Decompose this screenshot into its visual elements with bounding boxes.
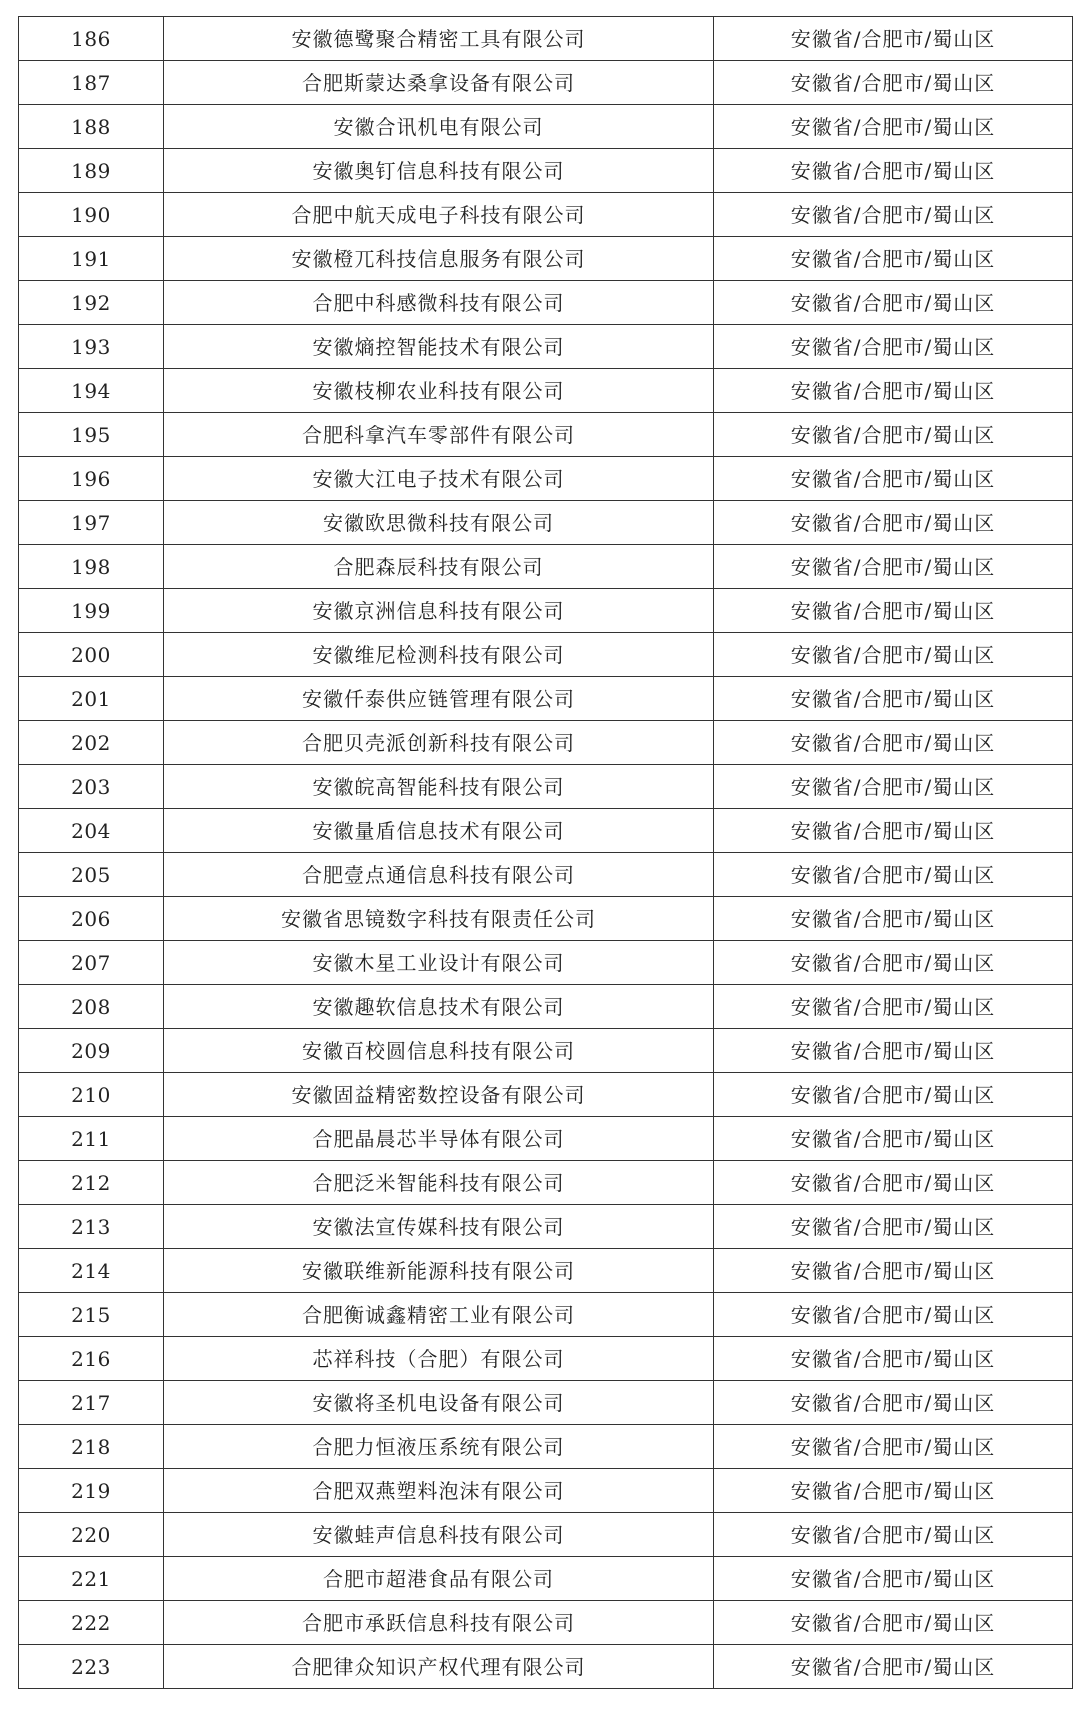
company-name-cell: 合肥泛米智能科技有限公司: [164, 1161, 714, 1205]
company-name-cell: 安徽合讯机电有限公司: [164, 105, 714, 149]
location-cell: 安徽省/合肥市/蜀山区: [714, 1381, 1073, 1425]
company-name-cell: 合肥力恒液压系统有限公司: [164, 1425, 714, 1469]
table-row: [19, 17, 1073, 61]
row-index-cell: 200: [19, 633, 164, 677]
table-row: [19, 985, 1073, 1029]
row-index-cell: 211: [19, 1117, 164, 1161]
row-index-cell: 222: [19, 1601, 164, 1645]
company-name-cell: 安徽欧思微科技有限公司: [164, 501, 714, 545]
table-row: [19, 897, 1073, 941]
location-cell: 安徽省/合肥市/蜀山区: [714, 1645, 1073, 1689]
table-row: [19, 1381, 1073, 1425]
company-name-cell: 合肥斯蒙达桑拿设备有限公司: [164, 61, 714, 105]
row-index-cell: 204: [19, 809, 164, 853]
table-row: [19, 1029, 1073, 1073]
company-name-cell: 安徽德鹭聚合精密工具有限公司: [164, 17, 714, 61]
table-row: [19, 61, 1073, 105]
location-cell: 安徽省/合肥市/蜀山区: [714, 1557, 1073, 1601]
table-row: [19, 1073, 1073, 1117]
company-name-cell: 安徽百校圆信息科技有限公司: [164, 1029, 714, 1073]
location-cell: 安徽省/合肥市/蜀山区: [714, 1337, 1073, 1381]
location-cell: 安徽省/合肥市/蜀山区: [714, 1513, 1073, 1557]
location-cell: 安徽省/合肥市/蜀山区: [714, 237, 1073, 281]
row-index-cell: 196: [19, 457, 164, 501]
row-index-cell: 188: [19, 105, 164, 149]
company-name-cell: 合肥双燕塑料泡沫有限公司: [164, 1469, 714, 1513]
location-cell: 安徽省/合肥市/蜀山区: [714, 193, 1073, 237]
row-index-cell: 189: [19, 149, 164, 193]
row-index-cell: 212: [19, 1161, 164, 1205]
table-row: [19, 369, 1073, 413]
location-cell: 安徽省/合肥市/蜀山区: [714, 17, 1073, 61]
row-index-cell: 199: [19, 589, 164, 633]
row-index-cell: 208: [19, 985, 164, 1029]
location-cell: 安徽省/合肥市/蜀山区: [714, 545, 1073, 589]
location-cell: 安徽省/合肥市/蜀山区: [714, 677, 1073, 721]
location-cell: 安徽省/合肥市/蜀山区: [714, 1469, 1073, 1513]
table-row: [19, 1293, 1073, 1337]
company-name-cell: 合肥森辰科技有限公司: [164, 545, 714, 589]
location-cell: 安徽省/合肥市/蜀山区: [714, 1249, 1073, 1293]
location-cell: 安徽省/合肥市/蜀山区: [714, 1117, 1073, 1161]
location-cell: 安徽省/合肥市/蜀山区: [714, 1425, 1073, 1469]
company-name-cell: 安徽木星工业设计有限公司: [164, 941, 714, 985]
table-row: [19, 193, 1073, 237]
table-body: [19, 17, 1073, 1689]
row-index-cell: 186: [19, 17, 164, 61]
company-name-cell: 安徽量盾信息技术有限公司: [164, 809, 714, 853]
location-cell: 安徽省/合肥市/蜀山区: [714, 985, 1073, 1029]
table-row: [19, 1645, 1073, 1689]
location-cell: 安徽省/合肥市/蜀山区: [714, 721, 1073, 765]
location-cell: 安徽省/合肥市/蜀山区: [714, 589, 1073, 633]
row-index-cell: 223: [19, 1645, 164, 1689]
location-cell: 安徽省/合肥市/蜀山区: [714, 1029, 1073, 1073]
location-cell: 安徽省/合肥市/蜀山区: [714, 457, 1073, 501]
company-name-cell: 合肥中科感微科技有限公司: [164, 281, 714, 325]
table-row: [19, 1337, 1073, 1381]
company-name-cell: 安徽橙兀科技信息服务有限公司: [164, 237, 714, 281]
row-index-cell: 197: [19, 501, 164, 545]
row-index-cell: 209: [19, 1029, 164, 1073]
location-cell: 安徽省/合肥市/蜀山区: [714, 105, 1073, 149]
table-row: [19, 281, 1073, 325]
location-cell: 安徽省/合肥市/蜀山区: [714, 325, 1073, 369]
row-index-cell: 201: [19, 677, 164, 721]
table-row: [19, 1557, 1073, 1601]
company-name-cell: 安徽联维新能源科技有限公司: [164, 1249, 714, 1293]
table-row: [19, 677, 1073, 721]
table-row: [19, 1601, 1073, 1645]
row-index-cell: 198: [19, 545, 164, 589]
row-index-cell: 215: [19, 1293, 164, 1337]
row-index-cell: 218: [19, 1425, 164, 1469]
company-name-cell: 安徽大江电子技术有限公司: [164, 457, 714, 501]
table-row: [19, 1513, 1073, 1557]
table-row: [19, 589, 1073, 633]
company-name-cell: 合肥市超港食品有限公司: [164, 1557, 714, 1601]
company-name-cell: 合肥律众知识产权代理有限公司: [164, 1645, 714, 1689]
table-row: [19, 237, 1073, 281]
company-name-cell: 安徽奥钉信息科技有限公司: [164, 149, 714, 193]
table-row: [19, 457, 1073, 501]
company-name-cell: 合肥科拿汽车零部件有限公司: [164, 413, 714, 457]
table-row: [19, 633, 1073, 677]
location-cell: 安徽省/合肥市/蜀山区: [714, 853, 1073, 897]
table-row: [19, 105, 1073, 149]
company-name-cell: 芯祥科技（合肥）有限公司: [164, 1337, 714, 1381]
row-index-cell: 220: [19, 1513, 164, 1557]
location-cell: 安徽省/合肥市/蜀山区: [714, 633, 1073, 677]
table-row: [19, 413, 1073, 457]
company-name-cell: 安徽蛙声信息科技有限公司: [164, 1513, 714, 1557]
table-row: [19, 149, 1073, 193]
company-name-cell: 合肥壹点通信息科技有限公司: [164, 853, 714, 897]
company-name-cell: 安徽仟泰供应链管理有限公司: [164, 677, 714, 721]
location-cell: 安徽省/合肥市/蜀山区: [714, 941, 1073, 985]
table-row: [19, 721, 1073, 765]
location-cell: 安徽省/合肥市/蜀山区: [714, 809, 1073, 853]
company-name-cell: 合肥市承跃信息科技有限公司: [164, 1601, 714, 1645]
row-index-cell: 210: [19, 1073, 164, 1117]
row-index-cell: 187: [19, 61, 164, 105]
location-cell: 安徽省/合肥市/蜀山区: [714, 1293, 1073, 1337]
row-index-cell: 213: [19, 1205, 164, 1249]
row-index-cell: 221: [19, 1557, 164, 1601]
table-row: [19, 1249, 1073, 1293]
row-index-cell: 190: [19, 193, 164, 237]
company-list-table: [18, 16, 1073, 1689]
row-index-cell: 219: [19, 1469, 164, 1513]
location-cell: 安徽省/合肥市/蜀山区: [714, 897, 1073, 941]
location-cell: 安徽省/合肥市/蜀山区: [714, 149, 1073, 193]
company-name-cell: 安徽法宣传媒科技有限公司: [164, 1205, 714, 1249]
company-name-cell: 安徽固益精密数控设备有限公司: [164, 1073, 714, 1117]
company-name-cell: 合肥中航天成电子科技有限公司: [164, 193, 714, 237]
table-row: [19, 1117, 1073, 1161]
table-row: [19, 545, 1073, 589]
company-name-cell: 合肥贝壳派创新科技有限公司: [164, 721, 714, 765]
location-cell: 安徽省/合肥市/蜀山区: [714, 61, 1073, 105]
location-cell: 安徽省/合肥市/蜀山区: [714, 1161, 1073, 1205]
table-row: [19, 1469, 1073, 1513]
company-name-cell: 安徽枝柳农业科技有限公司: [164, 369, 714, 413]
location-cell: 安徽省/合肥市/蜀山区: [714, 1205, 1073, 1249]
company-name-cell: 安徽皖高智能科技有限公司: [164, 765, 714, 809]
location-cell: 安徽省/合肥市/蜀山区: [714, 1073, 1073, 1117]
company-name-cell: 安徽趣软信息技术有限公司: [164, 985, 714, 1029]
row-index-cell: 195: [19, 413, 164, 457]
row-index-cell: 216: [19, 1337, 164, 1381]
table-row: [19, 501, 1073, 545]
company-name-cell: 合肥晶晨芯半导体有限公司: [164, 1117, 714, 1161]
table-row: [19, 325, 1073, 369]
location-cell: 安徽省/合肥市/蜀山区: [714, 501, 1073, 545]
row-index-cell: 207: [19, 941, 164, 985]
row-index-cell: 191: [19, 237, 164, 281]
table-row: [19, 1425, 1073, 1469]
table-row: [19, 941, 1073, 985]
company-name-cell: 安徽熵控智能技术有限公司: [164, 325, 714, 369]
row-index-cell: 217: [19, 1381, 164, 1425]
table-row: [19, 809, 1073, 853]
location-cell: 安徽省/合肥市/蜀山区: [714, 413, 1073, 457]
row-index-cell: 206: [19, 897, 164, 941]
location-cell: 安徽省/合肥市/蜀山区: [714, 765, 1073, 809]
row-index-cell: 194: [19, 369, 164, 413]
row-index-cell: 205: [19, 853, 164, 897]
table-row: [19, 765, 1073, 809]
location-cell: 安徽省/合肥市/蜀山区: [714, 1601, 1073, 1645]
company-name-cell: 安徽将圣机电设备有限公司: [164, 1381, 714, 1425]
row-index-cell: 214: [19, 1249, 164, 1293]
location-cell: 安徽省/合肥市/蜀山区: [714, 281, 1073, 325]
company-name-cell: 安徽维尼检测科技有限公司: [164, 633, 714, 677]
row-index-cell: 202: [19, 721, 164, 765]
row-index-cell: 203: [19, 765, 164, 809]
row-index-cell: 193: [19, 325, 164, 369]
location-cell: 安徽省/合肥市/蜀山区: [714, 369, 1073, 413]
row-index-cell: 192: [19, 281, 164, 325]
table-row: [19, 1161, 1073, 1205]
company-name-cell: 安徽省思镜数字科技有限责任公司: [164, 897, 714, 941]
company-name-cell: 合肥衡诚鑫精密工业有限公司: [164, 1293, 714, 1337]
table-row: [19, 1205, 1073, 1249]
company-name-cell: 安徽京洲信息科技有限公司: [164, 589, 714, 633]
table-row: [19, 853, 1073, 897]
